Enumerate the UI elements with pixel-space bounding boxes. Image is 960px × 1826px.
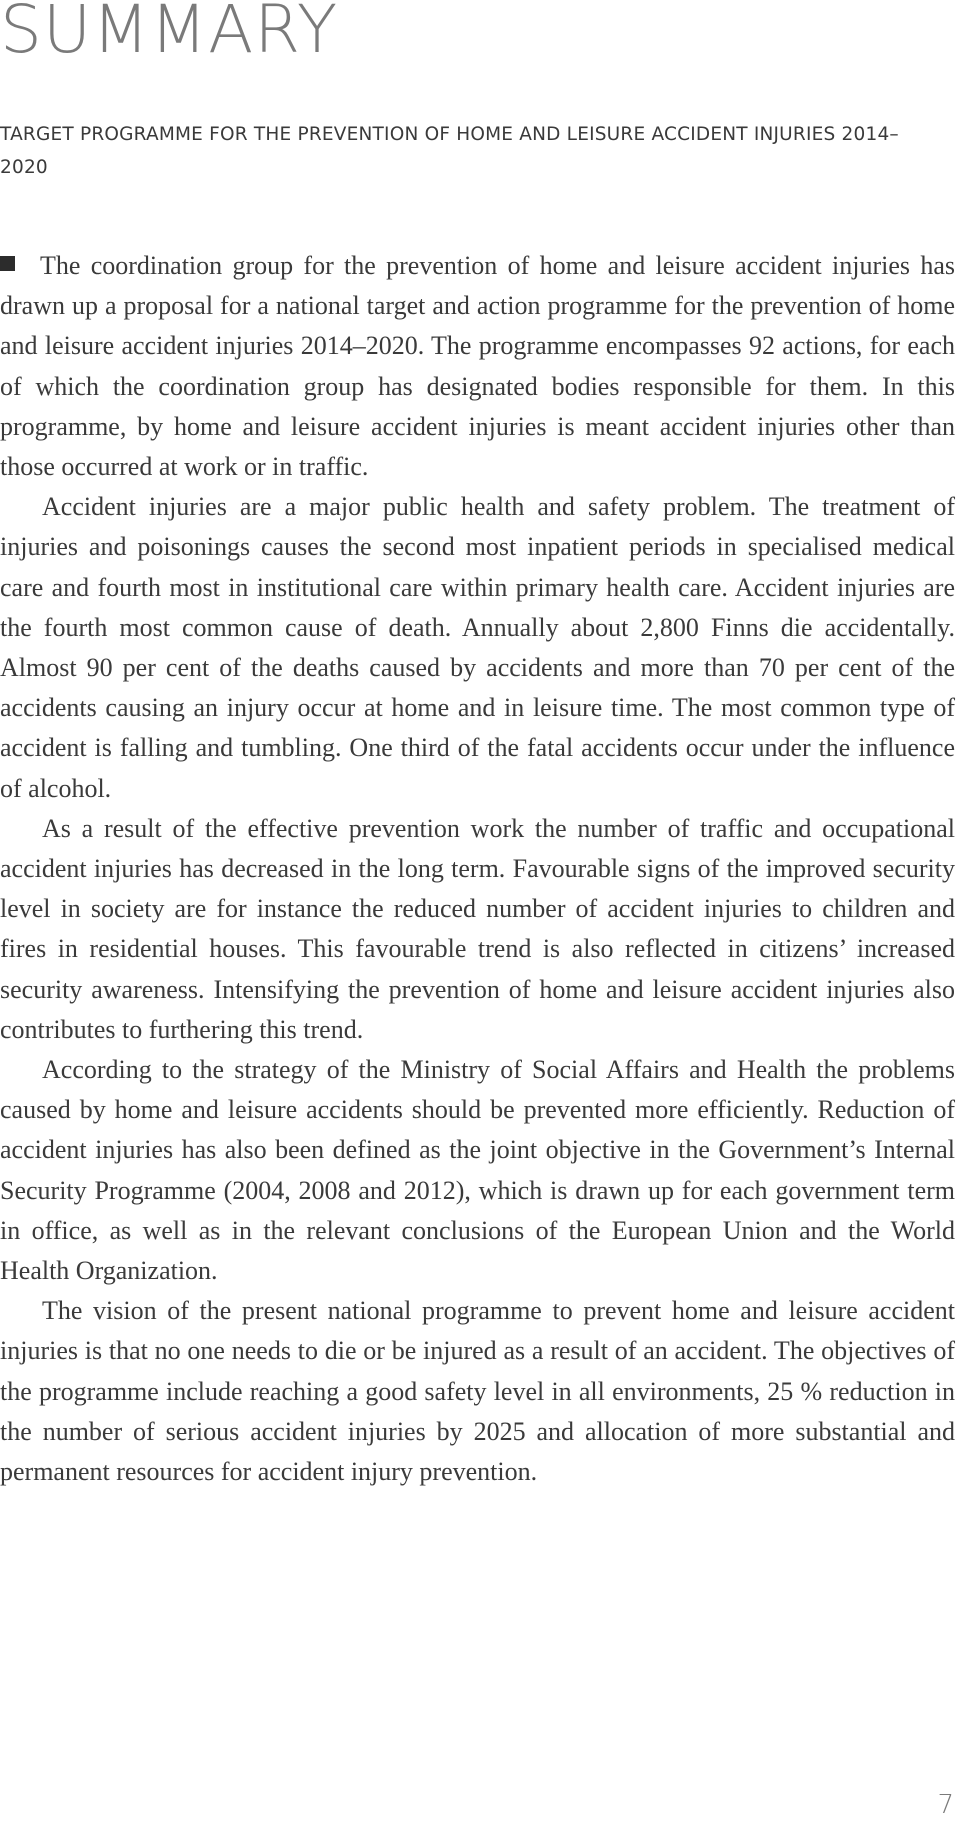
square-bullet-icon <box>0 256 15 271</box>
paragraph-1 <box>0 246 955 487</box>
paragraph-2: Accident injuries are a major public health and safety problem. The treatment of injuries and poisonings causes the second most inpatient periods in specialised medical care and fourth most in institutional care within primary health care. Accident injuries are the fourth most common cause of death. Annually about 2,800 Finns die accidentally. Almost 90 per cent of the deaths caused by accidents and more than 70 per cent of the accidents causing an injury occur at home and in leisure time. The most common type of accident is falling and tumbling. One third of the fatal accidents occur under the influence of alcohol. <box>0 492 955 803</box>
paragraph-3: As a result of the effective prevention work the number of traffic and occupational accident injuries has decreased in the long term. Favourable signs of the improved security level in society are for instance the reduced number of accident injuries to children and fires in residential houses. This favourable trend is also reflected in citizens’ increased security awareness. Intensifying the prevention of home and leisure accident injuries also contributes to furthering this trend. <box>0 813 955 1044</box>
section-subtitle: TARGET PROGRAMME FOR THE PREVENTION OF HOME AND LEISURE ACCIDENT INJURIES 2014–2020 <box>0 124 899 178</box>
paragraph-1-text: The coordination group for the prevention of home and leisure accident injuries has drawn up a proposal for a national target and action programme for the prevention of home and leisure accident injuries 2014–2020. The programme encompasses 92 actions, for each of which the coordination group has designated bodies responsible for them. In this programme, by home and leisure accident injuries is meant accident injuries other than those occurred at work or in traffic. <box>0 251 955 482</box>
paragraph-4: According to the strategy of the Ministry of Social Affairs and Health the problems caused by home and leisure accidents should be prevented more efficiently. Reduction of accident injuries has also been defined as the joint objective in the Government’s Internal Security Programme (2004, 2008 and 2012), which is drawn up for each government term in office, as well as in the relevant conclusions of the European Union and the World Health Organization. <box>0 1055 955 1286</box>
paragraph-5: The vision of the present national programme to prevent home and leisure accident injuries is that no one needs to die or be injured as a result of an accident. The objectives of the programme include reaching a good safety level in all environments, 25 % reduction in the number of serious accident injuries by 2025 and allocation of more substantial and permanent resources for accident injury prevention. <box>0 1296 955 1487</box>
page-number: 7 <box>937 1790 954 1820</box>
page-title: SUMMARY <box>0 0 339 68</box>
body-text <box>0 246 955 1492</box>
